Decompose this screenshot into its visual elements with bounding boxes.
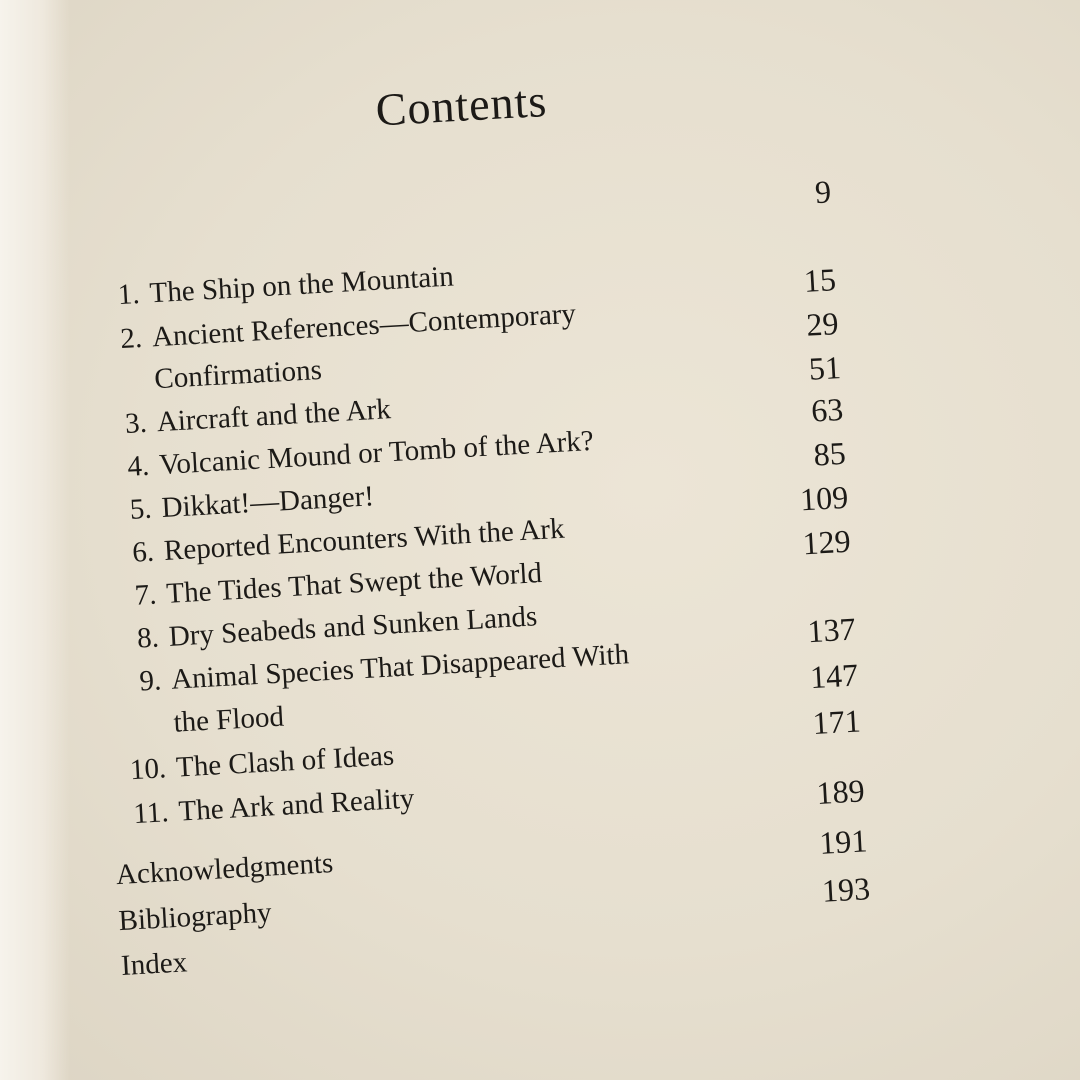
toc-entry-9-continued [129, 701, 285, 743]
chapter-title-continued: Confirmations [153, 353, 323, 396]
chapter-number: 11. [132, 796, 170, 831]
page-number-acknowledgments: 189 [815, 772, 866, 811]
chapter-number: 5. [129, 492, 153, 526]
page-number-10: 171 [811, 702, 862, 742]
chapter-title: Ancient References—Contemporary [151, 297, 577, 354]
page-number-preface: 9 [814, 173, 832, 211]
chapter-title: Dry Seabeds and Sunken Lands [167, 600, 539, 653]
chapter-number: 1. [117, 277, 141, 312]
chapter-title: The Ship on the Mountain [148, 260, 455, 310]
chapter-title: The Clash of Ideas [175, 739, 395, 784]
toc-entry-11 [122, 782, 415, 831]
page-number-bibliography: 191 [818, 822, 869, 861]
toc-entry-10 [119, 740, 395, 788]
chapter-title: The Tides That Swept the World [165, 556, 543, 610]
chapter-number: 3. [124, 406, 148, 440]
chapter-title: Aircraft and the Ark [155, 393, 392, 439]
page-number-7: 129 [801, 522, 852, 562]
chapter-title-continued: the Flood [172, 700, 285, 739]
chapter-title: Dikkat!—Danger! [160, 480, 375, 525]
chapter-title: The Ark and Reality [177, 782, 416, 828]
chapter-title: Reported Encounters With the Ark [163, 512, 566, 567]
chapter-number: 6. [131, 535, 155, 569]
page-number-3: 51 [807, 348, 842, 387]
chapter-number: 8. [136, 621, 160, 655]
chapter-title: Volcanic Mound or Tomb of the Ark? [158, 424, 595, 482]
toc-bibliography: Bibliography [117, 896, 273, 938]
page-number-index: 193 [821, 870, 871, 909]
page-number-4: 63 [810, 390, 845, 429]
page-title: Contents [374, 74, 549, 136]
page-number-5: 85 [812, 434, 847, 473]
chapter-number: 9. [138, 664, 163, 698]
toc-entry-1 [105, 260, 455, 312]
chapter-number: 2. [119, 321, 143, 356]
toc-entry-5 [117, 480, 375, 527]
toc-entry-3 [112, 393, 392, 441]
page-number-8: 137 [806, 610, 857, 650]
page-number-1: 15 [802, 261, 837, 299]
chapter-number: 10. [129, 752, 168, 787]
page-number-9: 147 [809, 656, 860, 696]
chapter-title: Animal Species That Disappeared With [170, 638, 630, 696]
toc-acknowledgments: Acknowledgments [115, 847, 335, 892]
chapter-number: 7. [133, 578, 158, 612]
page-number-6: 109 [799, 478, 850, 518]
toc-entry-2-continued [110, 354, 323, 399]
page-number-2: 29 [805, 305, 840, 343]
chapter-number: 4. [126, 449, 151, 483]
toc-index: Index [120, 946, 188, 983]
